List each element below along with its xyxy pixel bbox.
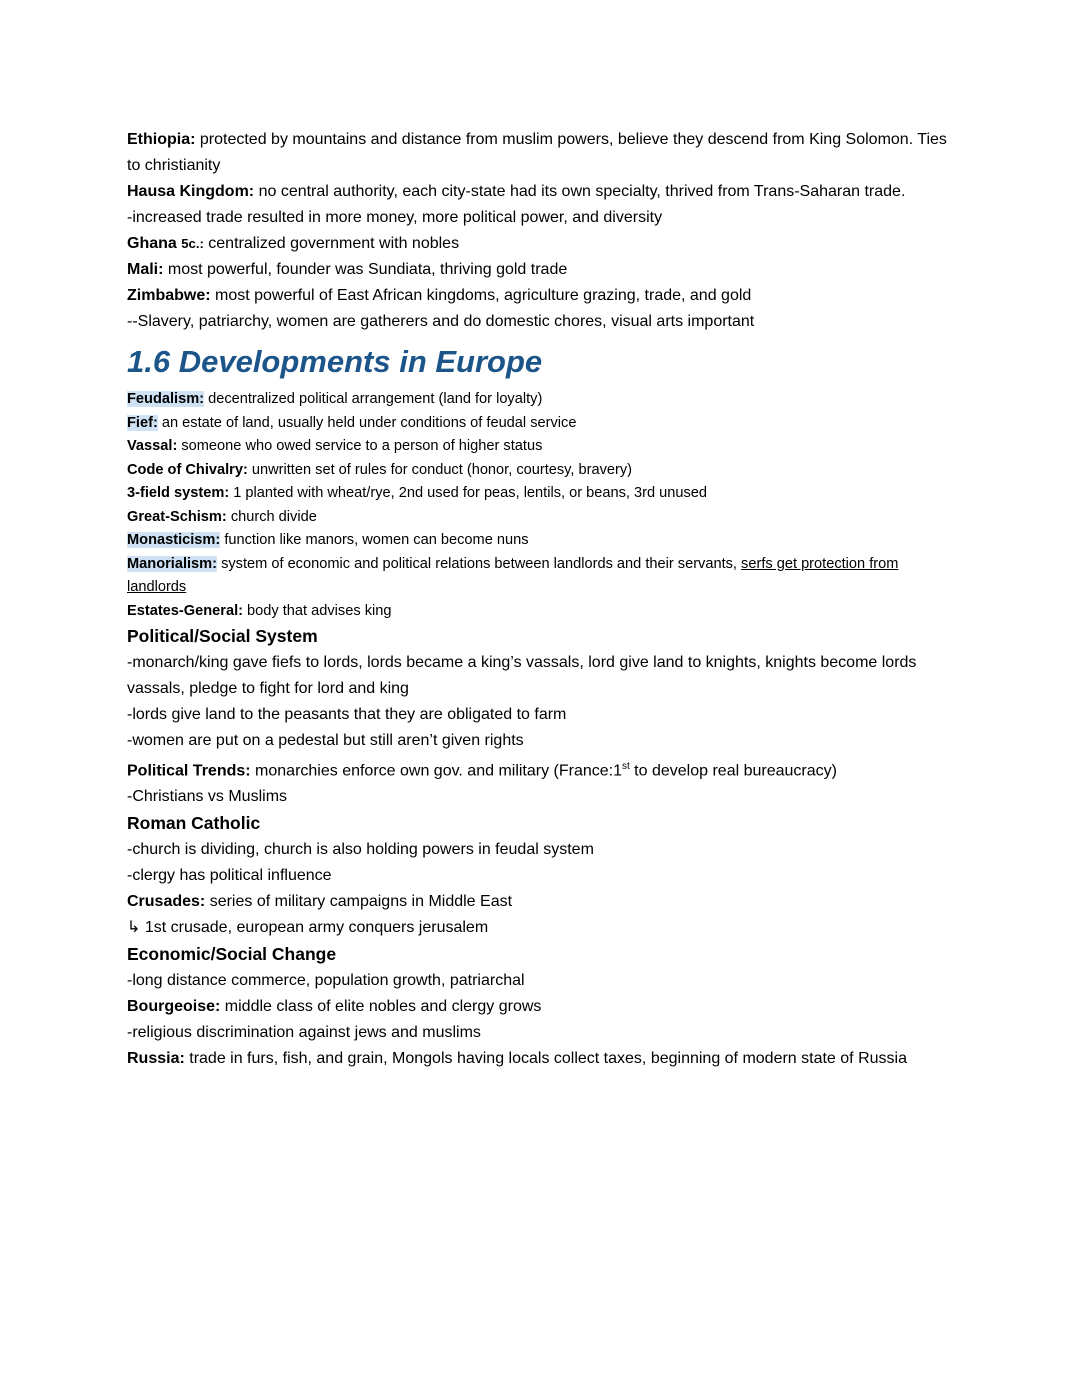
- term-text: Mali:: [127, 261, 164, 278]
- paragraph: [127, 205, 954, 231]
- text-segment: Economic/Social Change: [127, 944, 337, 965]
- term-text: Monasticism:: [127, 532, 221, 548]
- subsection-heading: [127, 810, 954, 837]
- term-text: 3-field system:: [127, 485, 230, 501]
- term-text: Ethiopia:: [127, 131, 196, 148]
- text-segment: centralized government with nobles: [203, 235, 460, 252]
- text-segment: protected by mountains and distance from muslim powers, believe they descend from King Solomon. Ties to christianity: [127, 131, 947, 174]
- paragraph: [127, 459, 954, 483]
- subsection-heading: [127, 623, 954, 650]
- paragraph: [127, 179, 954, 205]
- paragraph: [127, 1046, 954, 1072]
- text-segment: series of military campaigns in Middle East: [205, 893, 513, 911]
- term-text: Great-Schism:: [127, 508, 227, 525]
- text-segment: most powerful, founder was Sundiata, thriving gold trade: [163, 261, 568, 278]
- paragraph: [127, 728, 954, 754]
- term-text: Hausa Kingdom:: [127, 183, 255, 200]
- text-segment: -Christians vs Muslims: [127, 788, 288, 806]
- paragraph: [127, 412, 954, 436]
- text-segment: most powerful of East African kingdoms, agriculture grazing, trade, and gold: [210, 287, 752, 304]
- text-segment: function like manors, women can become nuns: [220, 532, 529, 548]
- term-text: Fief:: [127, 414, 158, 431]
- term-text: Estates-General:: [127, 602, 243, 619]
- text-segment: -women are put on a pedestal but still aren’t given rights: [127, 732, 524, 749]
- term-text: Feudalism:: [127, 391, 205, 407]
- text-segment: 1.6 Developments in Europe: [127, 344, 543, 379]
- paragraph: [127, 127, 954, 179]
- paragraph: [127, 231, 954, 257]
- text-segment: decentralized political arrangement (land for loyalty): [204, 391, 543, 407]
- paragraph: [127, 600, 954, 624]
- paragraph: [127, 1020, 954, 1046]
- text-segment: no central authority, each city-state had its own specialty, thrived from Trans-Saharan trade.: [254, 183, 906, 200]
- term-text: Ghana: [127, 235, 182, 252]
- paragraph: [127, 388, 954, 412]
- term-text: Political Trends:: [127, 762, 251, 780]
- text-segment: Roman Catholic: [127, 813, 261, 834]
- text-segment: -lords give land to the peasants that they are obligated to farm: [127, 706, 567, 723]
- text-segment: -monarch/king gave fiefs to lords, lords became a king’s vassals, lord give land to knights, knights become lords vassals, pledge to fight for lord and king: [127, 654, 917, 697]
- text-segment: ↳ 1st crusade, european army conquers jerusalem: [127, 919, 489, 937]
- text-segment: 1 planted with wheat/rye, 2nd used for peas, lentils, or beans, 3rd unused: [229, 485, 708, 501]
- paragraph: [127, 553, 954, 600]
- text-segment: unwritten set of rules for conduct (honor, courtesy, bravery): [247, 461, 633, 478]
- text-segment: trade in furs, fish, and grain, Mongols having locals collect taxes, beginning of modern state of Russia: [184, 1050, 907, 1068]
- paragraph: [127, 837, 954, 863]
- text-segment: -long distance commerce, population growth, patriarchal: [127, 972, 525, 990]
- section-heading: [127, 342, 954, 382]
- text-segment: to develop real bureaucracy): [629, 762, 837, 780]
- paragraph: [127, 435, 954, 459]
- term-text: Bourgeoise:: [127, 998, 221, 1016]
- text-segment: st: [622, 761, 630, 772]
- text-segment: -increased trade resulted in more money, more political power, and diversity: [127, 209, 663, 226]
- text-segment: system of economic and political relations between landlords and their servants,: [217, 555, 742, 572]
- paragraph: [127, 889, 954, 915]
- text-segment: body that advises king: [243, 602, 392, 619]
- paragraph: [127, 506, 954, 530]
- text-segment: middle class of elite nobles and clergy grows: [220, 998, 542, 1016]
- paragraph: [127, 482, 954, 506]
- paragraph: [127, 968, 954, 994]
- paragraph: [127, 994, 954, 1020]
- term-text: Russia:: [127, 1050, 185, 1068]
- term-text: Zimbabwe:: [127, 287, 211, 304]
- paragraph: [127, 309, 954, 335]
- paragraph: [127, 650, 954, 702]
- paragraph: [127, 754, 954, 784]
- text-segment: -church is dividing, church is also holding powers in feudal system: [127, 841, 594, 859]
- term-text: Crusades:: [127, 893, 206, 911]
- subsection-heading: [127, 941, 954, 968]
- paragraph: [127, 702, 954, 728]
- text-segment: someone who owed service to a person of higher status: [177, 438, 543, 454]
- term-text: 5c.:: [181, 236, 204, 251]
- term-text: Manorialism:: [127, 555, 218, 572]
- paragraph: [127, 283, 954, 309]
- paragraph: [127, 915, 954, 941]
- text-segment: -religious discrimination against jews and muslims: [127, 1024, 481, 1042]
- text-segment: Political/Social System: [127, 626, 318, 646]
- text-segment: --Slavery, patriarchy, women are gatherers and do domestic chores, visual arts important: [127, 313, 755, 330]
- paragraph: [127, 257, 954, 283]
- text-segment: an estate of land, usually held under conditions of feudal service: [157, 414, 577, 431]
- paragraph: [127, 529, 954, 553]
- text-segment: serfs get protection from landlords: [127, 555, 899, 595]
- paragraph: [127, 863, 954, 889]
- text-segment: church divide: [226, 508, 317, 525]
- term-text: Code of Chivalry:: [127, 461, 248, 478]
- text-segment: monarchies enforce own gov. and military (France:1: [250, 762, 623, 780]
- paragraph: [127, 784, 954, 810]
- text-segment: -clergy has political influence: [127, 867, 332, 885]
- term-text: Vassal:: [127, 438, 178, 454]
- document-content: [127, 127, 954, 1072]
